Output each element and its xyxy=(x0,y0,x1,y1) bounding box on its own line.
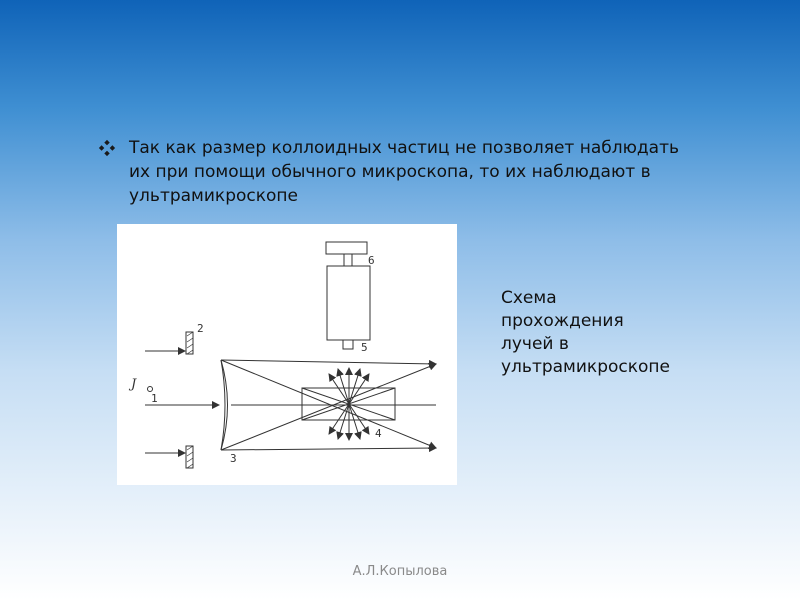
microscope-body xyxy=(327,266,370,340)
microscope-eyepiece xyxy=(326,242,367,254)
label-light-source: J xyxy=(131,377,137,392)
bullet-item xyxy=(98,136,698,208)
condenser-lens-back xyxy=(221,360,228,450)
light-cone-upper-edge xyxy=(221,360,436,364)
label-6: 6 xyxy=(368,254,375,267)
diagram-caption: Схема прохождения лучей в ультрамикроскопе xyxy=(501,288,670,377)
microscope-eyepiece-tube xyxy=(344,254,352,266)
label-2: 2 xyxy=(197,322,204,335)
label-1: 1 xyxy=(151,392,158,405)
footer-author: А.Л.Копылова xyxy=(352,564,448,579)
label-5: 5 xyxy=(361,341,368,354)
light-cone-lower-edge xyxy=(221,448,436,450)
ultramicroscope-diagram xyxy=(117,224,457,485)
microscope-objective xyxy=(343,340,353,349)
bullet-text: Так как размер коллоидных частиц не позволяет наблюдать их при помощи обычного микроскопа, то их наблюдают в ультрамикроскопе xyxy=(129,138,679,206)
light-source-mark xyxy=(148,387,153,392)
label-3: 3 xyxy=(230,452,237,465)
label-4: 4 xyxy=(375,427,382,440)
ultramicroscope-schematic xyxy=(117,224,457,485)
light-ray-crossing-up xyxy=(221,364,436,450)
four-diamond-bullet-icon xyxy=(98,139,116,157)
light-ray-crossing-down xyxy=(221,360,436,448)
